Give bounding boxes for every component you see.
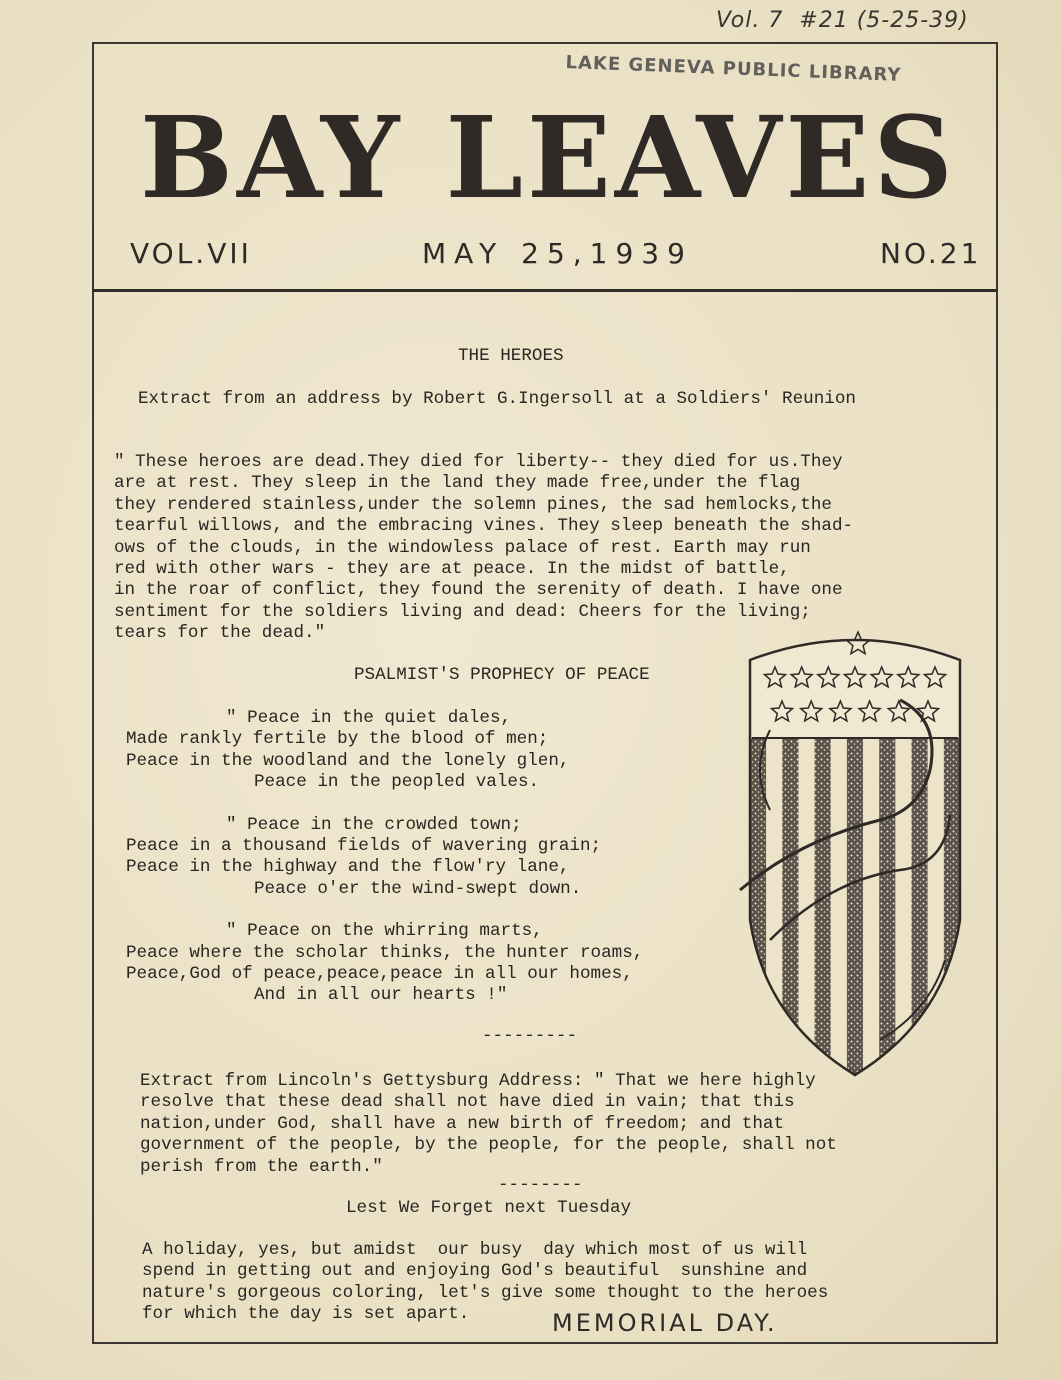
shield-stripe [782,738,798,1090]
lincoln-divider: -------- [498,1175,583,1195]
text-line: perish from the earth." [140,1156,383,1177]
poem-line: " Peace in the crowded town; [226,814,522,835]
poem-line: Peace in the peopled vales. [254,772,540,793]
shield-stripe [928,738,944,1090]
text-line: nation,under God, shall have a new birth of freedom; and that [140,1113,785,1134]
shield-stripe [847,738,863,1090]
text-line: they rendered stainless,under the solemn pines, the sad hemlocks,the [114,494,832,515]
poem-stanza [126,708,643,794]
poem-line: Peace o'er the wind-swept down. [254,878,582,899]
poem-line: Peace in a thousand fields of wavering grain; [126,836,602,857]
text-line: Extract from Lincoln's Gettysburg Address: " That we here highly [140,1071,816,1091]
text-line: sentiment for the soldiers living and dead: Cheers for the living; [114,601,811,622]
text-line: for which the day is set apart. [142,1304,470,1325]
memorial-signoff: MEMORIAL DAY. [552,1309,778,1337]
heroes-heading: THE HEROES [458,346,564,366]
shield-stripe [944,738,960,1090]
poem-line: " Peace in the quiet dales, [226,708,512,728]
poem-stanza [126,815,643,901]
shield-stripe [815,738,831,1090]
shield-stripe [879,738,895,1090]
text-line: ows of the clouds, in the windowless palace of rest. Earth may run [114,537,811,558]
text-line: are at rest. They sleep in the land they made free,under the flag [114,473,801,494]
shield-stripe [863,738,879,1090]
poem-line: " Peace on the whirring marts, [226,921,543,942]
text-line: A holiday, yes, but amidst our busy day which most of us will [142,1240,808,1260]
psalmist-heading: PSALMIST'S PROPHECY OF PEACE [354,665,650,685]
text-line: in the roar of conflict, they found the serenity of death. I have one [114,580,843,601]
poem-line: Peace,God of peace,peace,peace in all our homes, [126,964,633,985]
text-line: spend in getting out and enjoying God's beautiful sunshine and [142,1261,808,1282]
text-line: nature's gorgeous coloring, let's give some thought to the heroes [142,1282,829,1303]
text-line: tears for the dead." [114,623,326,644]
poem-line: Peace in the woodland and the lonely glen, [126,750,570,771]
heroes-source: Extract from an address by Robert G.Ingersoll at a Soldiers' Reunion [138,389,856,409]
masthead-number: NO.21 [880,237,982,270]
masthead-volume: VOL.VII [130,237,252,270]
masthead-rule [92,289,998,292]
text-line: " These heroes are dead.They died for liberty-- they died for us.They [114,452,843,472]
archive-note: Vol. 7 #21 (5-25-39) [716,8,969,33]
shield-stripe [831,738,847,1090]
text-line: resolve that these dead shall not have died in vain; that this [140,1092,795,1113]
poem-line: Made rankly fertile by the blood of men; [126,729,549,750]
poem-stanza [126,921,643,1007]
shield-illustration [730,620,980,1090]
masthead-date: MAY 25,1939 [422,237,693,270]
heroes-quote [114,452,853,645]
library-stamp: LAKE GENEVA PUBLIC LIBRARY [565,52,902,86]
shield-stripe [912,738,928,1090]
psalmist-poem [126,708,643,1028]
shield-stripe [766,738,782,1090]
text-line: tearful willows, and the embracing vines. They sleep beneath the shad- [114,516,854,537]
poem-line: And in all our hearts !" [254,985,508,1006]
masthead-title: BAY LEAVES [140,92,957,224]
text-line: red with other wars - they are at peace. In the midst of battle, [114,559,790,580]
psalmist-divider: --------- [482,1026,578,1046]
poem-line: Peace where the scholar thinks, the hunter roams, [126,942,644,963]
poem-line: Peace in the highway and the flow'ry lane, [126,857,570,878]
memorial-heading: Lest We Forget next Tuesday [346,1198,632,1218]
text-line: government of the people, by the people, for the people, shall not [140,1135,837,1156]
